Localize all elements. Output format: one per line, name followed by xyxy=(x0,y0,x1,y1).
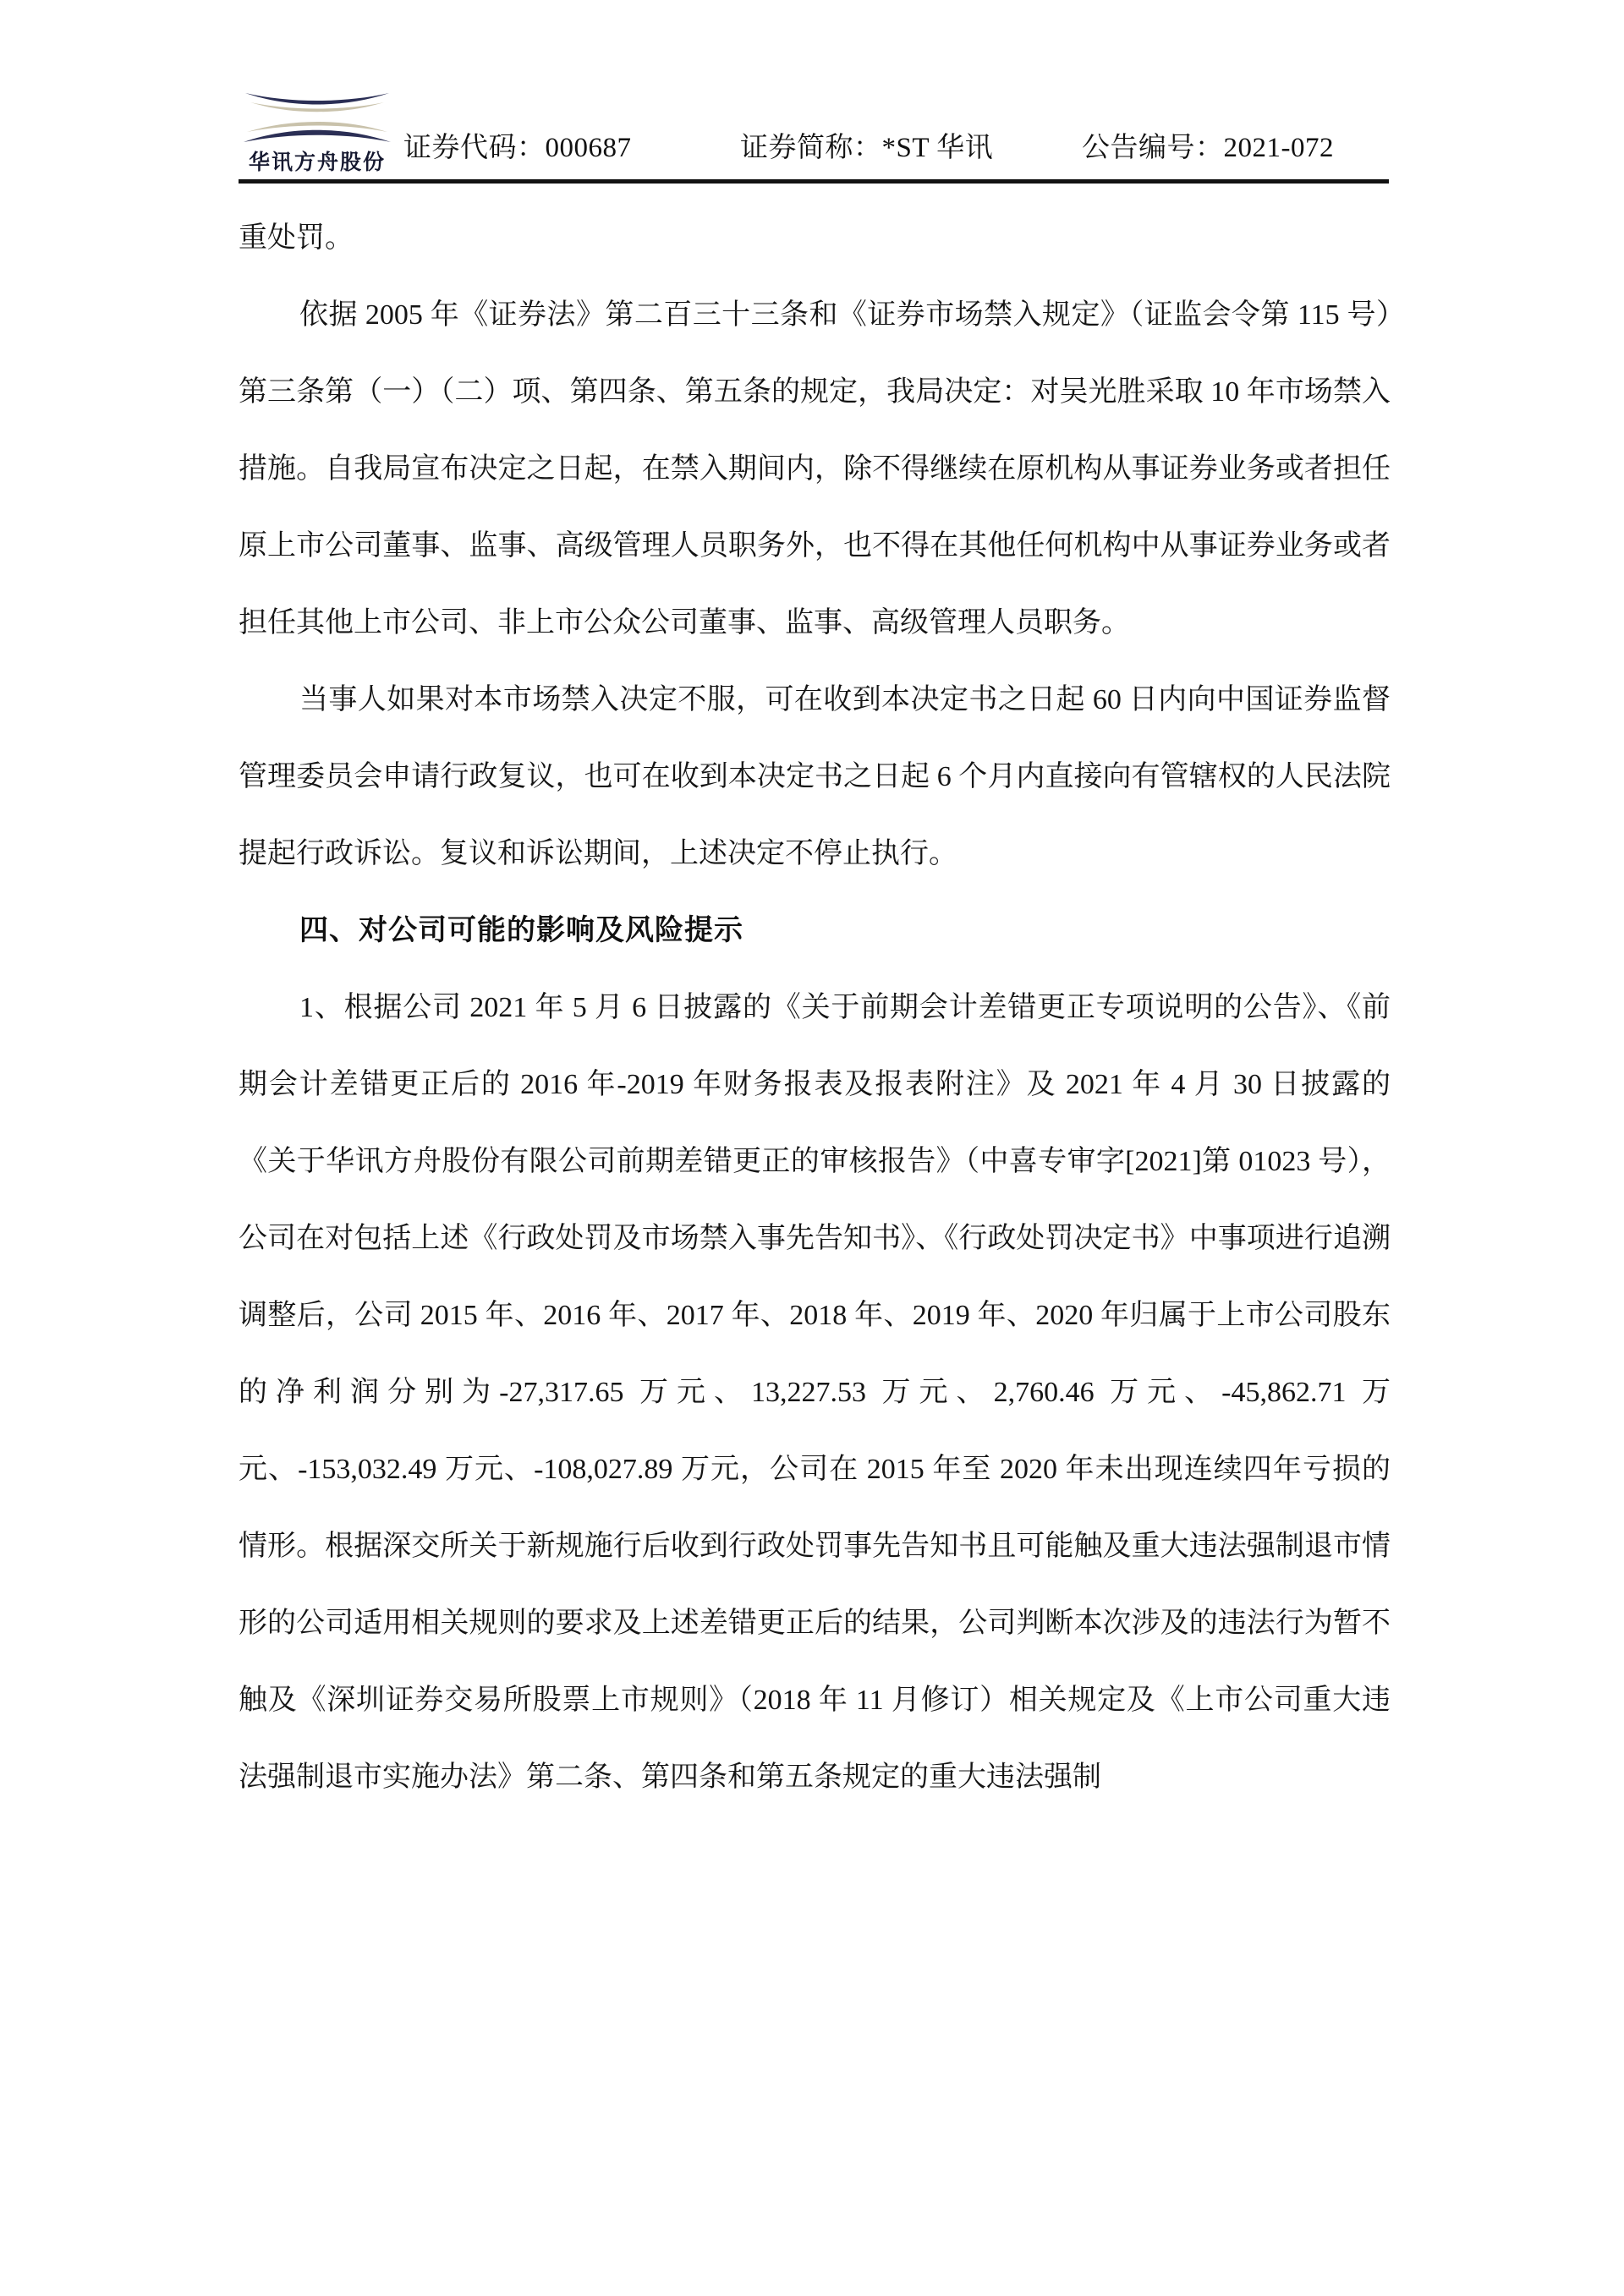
company-logo-wordmark: 华讯方舟股份 xyxy=(248,151,386,174)
company-logo xyxy=(239,79,396,178)
document-body xyxy=(239,200,1391,1816)
page-header xyxy=(239,74,1389,183)
paragraph-appeal-rights: 当事人如果对本市场禁入决定不服，可在收到本决定书之日起 60 日内向中国证券监督管理委员会申请行政复议，也可在收到本决定书之日起 6 个月内直接向有管辖权的人民法院提起行政诉讼。复议和诉讼期间，上述决定不停止执行。 xyxy=(239,684,1391,869)
securities-abbreviation: 证券简称：*ST 华讯 xyxy=(740,133,994,163)
header-divider xyxy=(239,179,1389,184)
section-heading-four: 四、对公司可能的影响及风险提示 xyxy=(299,914,743,946)
continued-text: 重处罚。 xyxy=(239,222,354,254)
announcement-number: 公告编号：2021-072 xyxy=(1082,133,1334,163)
header-meta-line xyxy=(403,122,1389,174)
paragraph-item-1: 1、根据公司 2021 年 5 月 6 日披露的《关于前期会计差错更正专项说明的公告》、《前期会计差错更正后的 2016 年-2019 年财务报表及报表附注》及 2021 年 4 月 30 日披露的《关于华讯方舟股份有限公司前期差错更正的审核报告》（中喜专审字[2021]第 01023 号），公司在对包括上述《行政处罚及市场禁入事先告知书》、《行政处罚决定书》中事项进行追溯调整后，公司 2015 年、2016 年、2017 年、2018 年、2019 年、2020 年归属于上市公司股东的净利润分别为-27,317.65 万元、13,227.53 万元、2,760.46 万元、-45,862.71 万元、-153,032.49 万元、-108,027.89 万元，公司在 2015 年至 2020 年未出现连续四年亏损的情形。根据深交所关于新规施行后收到行政处罚事先告知书且可能触及重大违法强制退市情形的公司适用相关规则的要求及上述差错更正后的结果，公司判断本次涉及的违法行为暂不触及《深圳证券交易所股票上市规则》（2018 年 11 月修订）相关规定及《上市公司重大违法强制退市实施办法》第二条、第四条和第五条规定的重大违法强制 xyxy=(239,992,1391,1793)
securities-code: 证券代码：000687 xyxy=(403,133,632,163)
paragraph-legal-basis: 依据 2005 年《证券法》第二百三十三条和《证券市场禁入规定》（证监会令第 115 号）第三条第（一）（二）项、第四条、第五条的规定，我局决定：对吴光胜采取 10 年市场禁入措施。自我局宣布决定之日起，在禁入期间内，除不得继续在原机构从事证券业务或者担任原上市公司董事、监事、高级管理人员职务外，也不得在其他任何机构中从事证券业务或者担任其他上市公司、非上市公众公司董事、监事、高级管理人员职务。 xyxy=(239,299,1391,638)
